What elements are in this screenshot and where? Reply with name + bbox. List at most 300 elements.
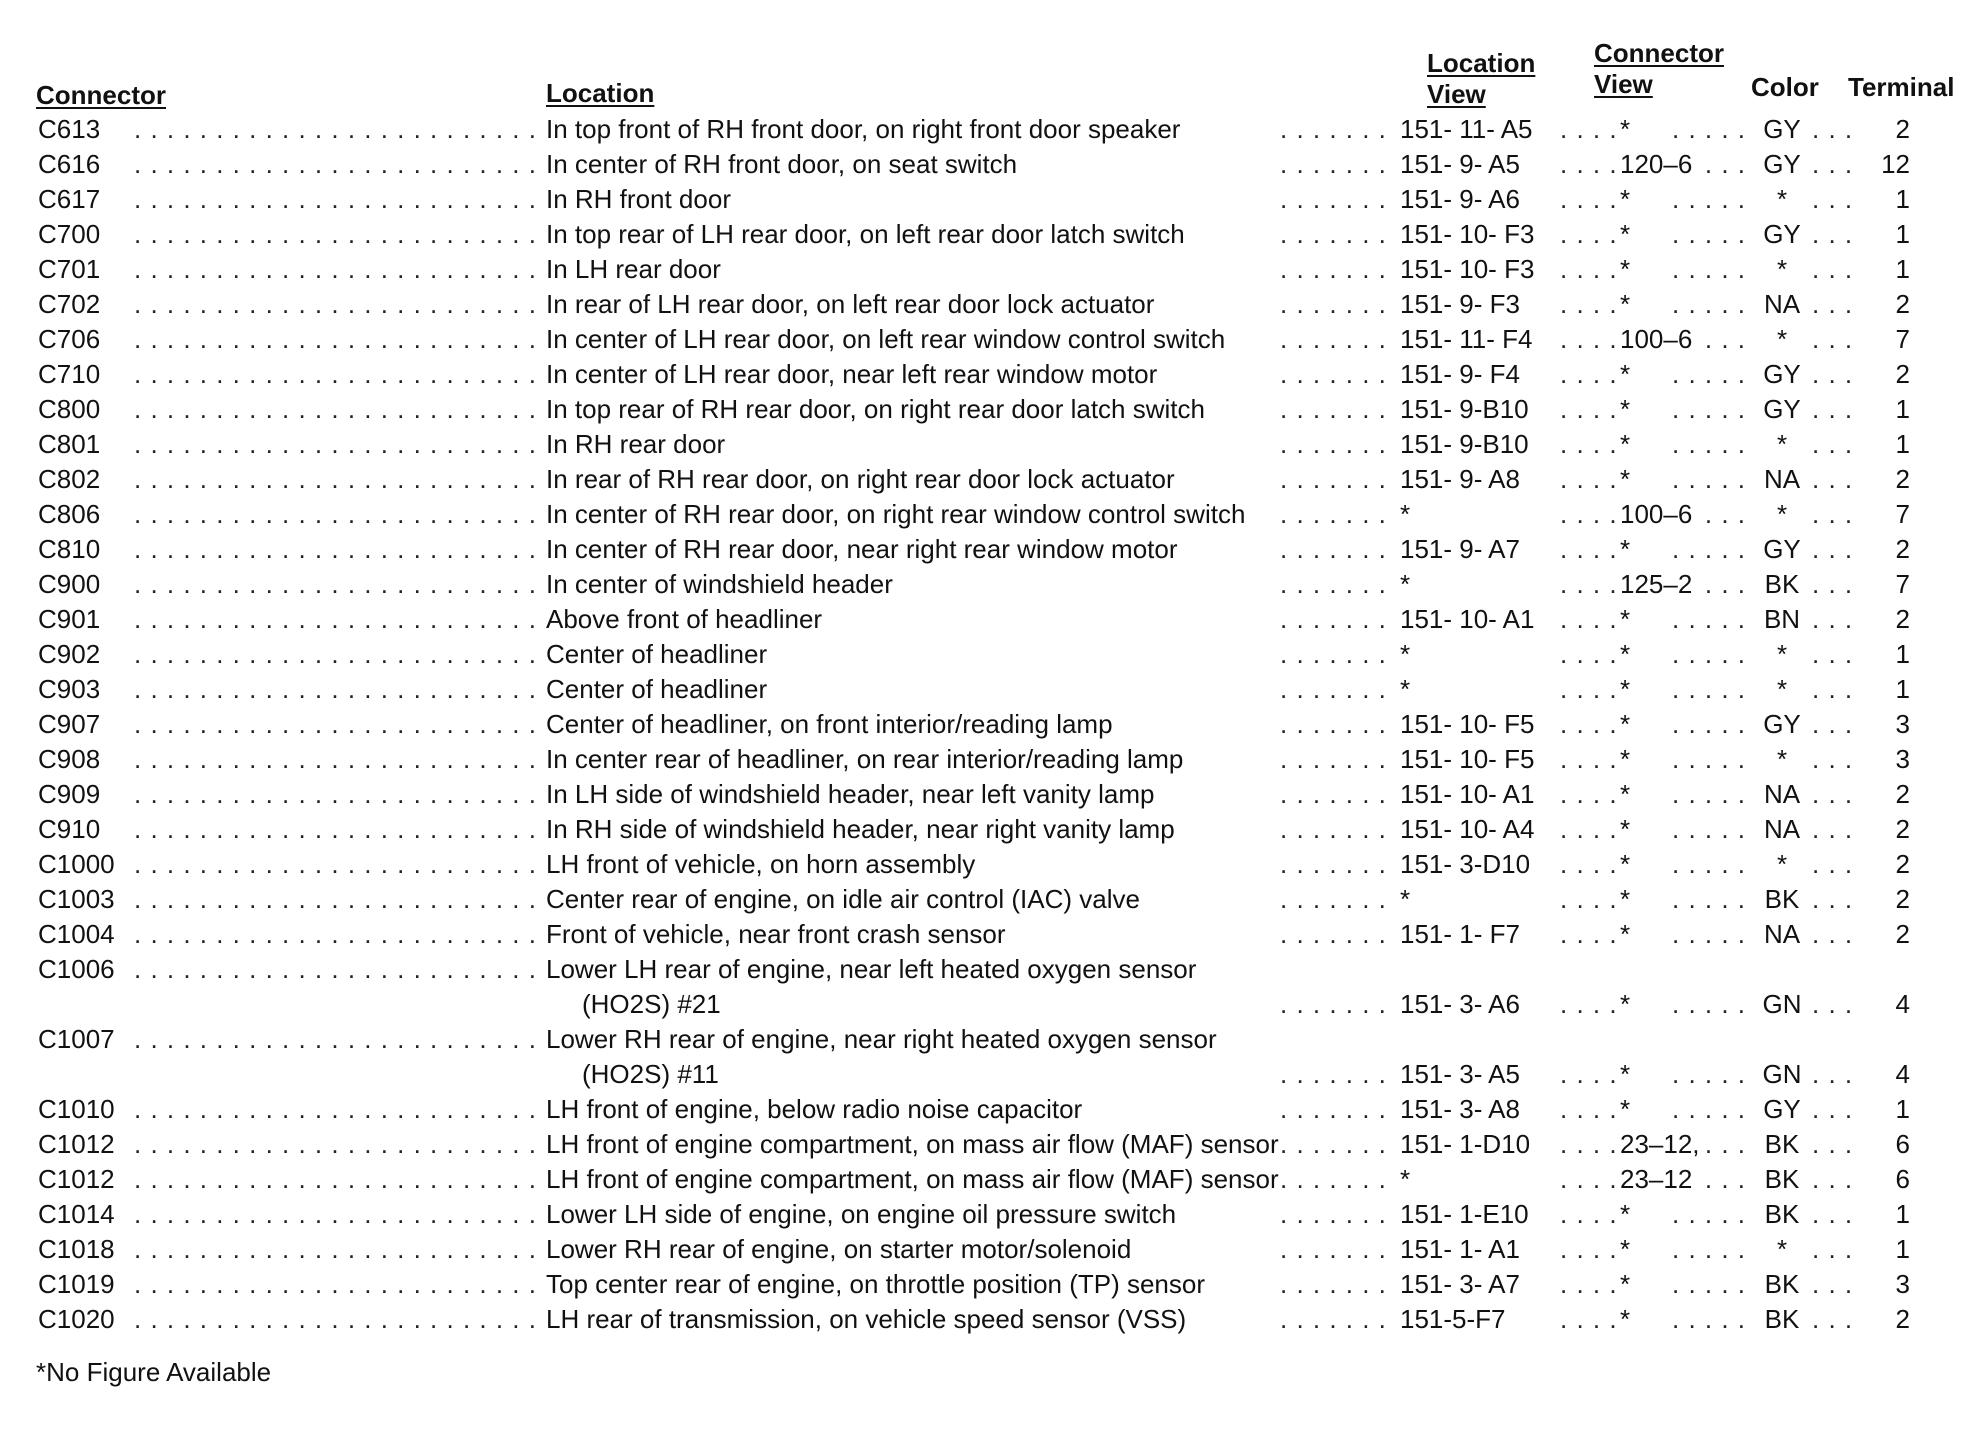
location-view-cell: 151- 10- F3 <box>1400 217 1540 252</box>
terminal-cell: 4 <box>1862 1057 1916 1092</box>
dot-leader <box>134 1092 538 1127</box>
dot-leader <box>1560 322 1616 357</box>
dot-leader <box>1672 847 1754 882</box>
dot-leader <box>1672 602 1754 637</box>
dot-leader <box>134 1127 538 1162</box>
dot-leader <box>1812 847 1866 882</box>
dot-leader <box>1280 1197 1392 1232</box>
dot-leader <box>1672 532 1754 567</box>
dot-leader <box>134 672 538 707</box>
connector-cell: C617 <box>38 182 106 217</box>
dot-leader <box>1672 1057 1754 1092</box>
location-cell: In top rear of LH rear door, on left rear door latch switch <box>546 217 1191 252</box>
dot-leader <box>1280 147 1392 182</box>
terminal-cell: 2 <box>1862 847 1916 882</box>
dot-leader <box>1812 1267 1866 1302</box>
color-cell: * <box>1757 427 1813 462</box>
table-row <box>0 322 1984 357</box>
dot-leader <box>134 742 538 777</box>
table-row <box>0 182 1984 217</box>
dot-leader <box>134 707 538 742</box>
terminal-cell: 7 <box>1862 322 1916 357</box>
dot-leader <box>1280 567 1392 602</box>
location-view-cell: 151- 9-B10 <box>1400 392 1535 427</box>
table-row <box>0 882 1984 917</box>
dot-leader <box>134 1197 538 1232</box>
dot-leader <box>1672 462 1754 497</box>
location-view-cell: 151- 9- A8 <box>1400 462 1526 497</box>
dot-leader <box>1812 147 1866 182</box>
color-cell: * <box>1757 637 1813 672</box>
dot-leader <box>1812 672 1866 707</box>
dot-leader <box>1280 1127 1392 1162</box>
location-cell: In center of LH rear door, on left rear window control switch <box>546 322 1231 357</box>
dot-leader <box>1812 882 1866 917</box>
connector-view-cell: * <box>1620 1057 1636 1092</box>
table-row <box>0 602 1984 637</box>
dot-leader <box>1560 777 1616 812</box>
location-view-cell: * <box>1400 882 1416 917</box>
location-view-cell: 151- 9-B10 <box>1400 427 1535 462</box>
terminal-cell: 6 <box>1862 1162 1916 1197</box>
dot-leader <box>1280 917 1392 952</box>
header-terminal: Terminal <box>1848 72 1955 102</box>
terminal-cell: 3 <box>1862 1267 1916 1302</box>
color-cell: NA <box>1757 812 1813 847</box>
terminal-cell: 7 <box>1862 497 1916 532</box>
color-cell: GN <box>1757 987 1813 1022</box>
dot-leader <box>1812 987 1866 1022</box>
connector-cell: C902 <box>38 637 106 672</box>
connector-view-cell: * <box>1620 182 1636 217</box>
location-cell: In center of RH rear door, near right rear window motor <box>546 532 1184 567</box>
dot-leader <box>134 777 538 812</box>
color-cell: * <box>1757 847 1813 882</box>
location-cell: Above front of headliner <box>546 602 828 637</box>
location-cell: Lower LH side of engine, on engine oil pressure switch <box>546 1197 1182 1232</box>
location-cell: In RH front door <box>546 182 737 217</box>
terminal-cell: 1 <box>1862 1092 1916 1127</box>
dot-leader <box>1672 217 1754 252</box>
dot-leader <box>134 392 538 427</box>
terminal-cell: 2 <box>1862 287 1916 322</box>
table-row <box>0 1092 1984 1127</box>
table-row <box>0 392 1984 427</box>
connector-cell: C802 <box>38 462 106 497</box>
location-cell: Lower LH rear of engine, near left heated oxygen sensor <box>546 952 1202 987</box>
terminal-cell: 2 <box>1862 812 1916 847</box>
dot-leader <box>1672 1197 1754 1232</box>
color-cell: GY <box>1757 1092 1813 1127</box>
dot-leader <box>134 322 538 357</box>
connector-cell: C901 <box>38 602 106 637</box>
terminal-cell: 2 <box>1862 917 1916 952</box>
connector-cell: C702 <box>38 287 106 322</box>
location-view-cell: * <box>1400 672 1416 707</box>
color-cell: BK <box>1757 1267 1813 1302</box>
dot-leader <box>1812 287 1866 322</box>
dot-leader <box>1672 357 1754 392</box>
location-cell: In center of RH rear door, on right rear window control switch <box>546 497 1251 532</box>
dot-leader <box>1560 217 1616 252</box>
dot-leader <box>1280 1057 1392 1092</box>
dot-leader <box>1280 462 1392 497</box>
connector-view-cell: * <box>1620 252 1636 287</box>
dot-leader <box>1672 287 1754 322</box>
connector-view-cell: * <box>1620 1302 1636 1337</box>
table-row <box>0 147 1984 182</box>
dot-leader <box>134 182 538 217</box>
location-cell: In top rear of RH rear door, on right rear door latch switch <box>546 392 1211 427</box>
dot-leader <box>1812 532 1866 567</box>
terminal-cell: 1 <box>1862 637 1916 672</box>
location-cell: Lower RH rear of engine, near right heated oxygen sensor <box>546 1022 1223 1057</box>
dot-leader <box>134 217 538 252</box>
location-continuation-cell: (HO2S) #11 <box>582 1057 725 1092</box>
dot-leader <box>1280 497 1392 532</box>
dot-leader <box>1812 182 1866 217</box>
dot-leader <box>1280 252 1392 287</box>
dot-leader <box>134 917 538 952</box>
dot-leader <box>1672 182 1754 217</box>
header-connector-view: Connector View <box>1594 38 1724 99</box>
dot-leader <box>1672 637 1754 672</box>
location-cell: In LH rear door <box>546 252 727 287</box>
table-row <box>0 742 1984 777</box>
location-cell: In center of LH rear door, near left rear window motor <box>546 357 1163 392</box>
dot-leader <box>1672 917 1754 952</box>
location-view-cell: 151- 1- F7 <box>1400 917 1526 952</box>
location-view-cell: 151- 1-D10 <box>1400 1127 1536 1162</box>
location-view-cell: 151- 9- A5 <box>1400 147 1526 182</box>
connector-view-cell: * <box>1620 1092 1636 1127</box>
dot-leader <box>1280 1232 1392 1267</box>
dot-leader <box>1280 182 1392 217</box>
dot-leader <box>1280 847 1392 882</box>
dot-leader <box>1560 847 1616 882</box>
dot-leader <box>1812 497 1866 532</box>
location-view-cell: 151- 3- A5 <box>1400 1057 1526 1092</box>
location-cell: Center of headliner <box>546 637 773 672</box>
terminal-cell: 3 <box>1862 707 1916 742</box>
dot-leader <box>134 462 538 497</box>
connector-cell: C801 <box>38 427 106 462</box>
dot-leader <box>1560 987 1616 1022</box>
dot-leader <box>1560 357 1616 392</box>
location-cell: In RH side of windshield header, near right vanity lamp <box>546 812 1181 847</box>
connector-view-cell: * <box>1620 917 1636 952</box>
dot-leader <box>1560 1057 1616 1092</box>
table-row <box>0 1267 1984 1302</box>
dot-leader <box>1812 637 1866 672</box>
connector-cell: C1010 <box>38 1092 121 1127</box>
dot-leader <box>1672 112 1754 147</box>
table-row <box>0 777 1984 812</box>
dot-leader <box>1560 672 1616 707</box>
dot-leader <box>1812 742 1866 777</box>
dot-leader <box>1280 1267 1392 1302</box>
table-row <box>0 217 1984 252</box>
terminal-cell: 1 <box>1862 182 1916 217</box>
dot-leader <box>1280 707 1392 742</box>
connector-cell: C1003 <box>38 882 121 917</box>
location-cell: In LH side of windshield header, near left vanity lamp <box>546 777 1160 812</box>
location-view-cell: * <box>1400 497 1416 532</box>
dot-leader <box>1672 1267 1754 1302</box>
location-cell: Top center rear of engine, on throttle position (TP) sensor <box>546 1267 1211 1302</box>
dot-leader <box>134 602 538 637</box>
dot-leader <box>1560 1092 1616 1127</box>
table-row <box>0 1302 1984 1337</box>
dot-leader <box>1672 1302 1754 1337</box>
table-row <box>0 252 1984 287</box>
table-row <box>0 1127 1984 1162</box>
connector-cell: C706 <box>38 322 106 357</box>
header-location: Location <box>546 78 655 108</box>
connector-cell: C1006 <box>38 952 121 987</box>
connector-view-cell: * <box>1620 427 1636 462</box>
dot-leader <box>134 427 538 462</box>
dot-leader <box>1560 707 1616 742</box>
location-view-cell: 151- 3-D10 <box>1400 847 1536 882</box>
color-cell: NA <box>1757 917 1813 952</box>
terminal-cell: 1 <box>1862 252 1916 287</box>
dot-leader <box>1812 427 1866 462</box>
connector-view-cell: * <box>1620 1232 1636 1267</box>
dot-leader <box>134 882 538 917</box>
location-cell: In center of windshield header <box>546 567 899 602</box>
dot-leader <box>1560 1162 1616 1197</box>
location-view-cell: * <box>1400 567 1416 602</box>
table-row <box>0 427 1984 462</box>
location-cell: In rear of RH rear door, on right rear door lock actuator <box>546 462 1181 497</box>
dot-leader <box>1672 392 1754 427</box>
connector-view-cell: * <box>1620 882 1636 917</box>
location-view-cell: 151- 10- F5 <box>1400 707 1540 742</box>
connector-cell: C1020 <box>38 1302 121 1337</box>
dot-leader <box>1812 217 1866 252</box>
color-cell: GY <box>1757 112 1813 147</box>
dot-leader <box>1672 742 1754 777</box>
connector-cell: C1012 <box>38 1127 121 1162</box>
connector-cell: C908 <box>38 742 106 777</box>
connector-view-cell: * <box>1620 112 1636 147</box>
location-cell: LH front of engine, below radio noise capacitor <box>546 1092 1088 1127</box>
location-view-cell: 151- 9- A7 <box>1400 532 1526 567</box>
dot-leader <box>1812 707 1866 742</box>
connector-cell: C1014 <box>38 1197 121 1232</box>
location-cell: Center of headliner, on front interior/reading lamp <box>546 707 1119 742</box>
location-cell: LH front of engine compartment, on mass air flow (MAF) sensor <box>546 1127 1285 1162</box>
dot-leader <box>1280 217 1392 252</box>
connector-cell: C800 <box>38 392 106 427</box>
terminal-cell: 1 <box>1862 392 1916 427</box>
connector-view-cell: * <box>1620 707 1636 742</box>
dot-leader <box>1280 777 1392 812</box>
footnote: *No Figure Available <box>36 1357 272 1387</box>
color-cell: NA <box>1757 287 1813 322</box>
dot-leader <box>1672 1232 1754 1267</box>
connector-cell: C700 <box>38 217 106 252</box>
dot-leader <box>134 112 538 147</box>
dot-leader <box>134 1232 538 1267</box>
dot-leader <box>1812 777 1866 812</box>
dot-leader <box>1560 392 1616 427</box>
dot-leader <box>134 532 538 567</box>
dot-leader <box>1812 252 1866 287</box>
location-view-cell: 151- 11- F4 <box>1400 322 1538 357</box>
dot-leader <box>1560 462 1616 497</box>
location-cell: Center of headliner <box>546 672 773 707</box>
table-row <box>0 707 1984 742</box>
dot-leader <box>1672 672 1754 707</box>
color-cell: * <box>1757 182 1813 217</box>
location-view-cell: 151- 9- F3 <box>1400 287 1526 322</box>
connector-view-cell: 100–6 <box>1620 497 1698 532</box>
terminal-cell: 2 <box>1862 1302 1916 1337</box>
dot-leader <box>1672 987 1754 1022</box>
table-row <box>0 497 1984 532</box>
color-cell: BK <box>1757 567 1813 602</box>
color-cell: GN <box>1757 1057 1813 1092</box>
connector-view-cell: * <box>1620 637 1636 672</box>
dot-leader <box>1280 392 1392 427</box>
color-cell: GY <box>1757 357 1813 392</box>
connector-view-cell: 23–12 <box>1620 1162 1698 1197</box>
dot-leader <box>134 1022 538 1057</box>
dot-leader <box>1812 1302 1866 1337</box>
location-view-cell: 151-5-F7 <box>1400 1302 1512 1337</box>
dot-leader <box>1812 567 1866 602</box>
dot-leader <box>1280 882 1392 917</box>
dot-leader <box>1560 1267 1616 1302</box>
connector-view-cell: * <box>1620 742 1636 777</box>
connector-cell: C616 <box>38 147 106 182</box>
dot-leader <box>134 1302 538 1337</box>
dot-leader <box>1812 1162 1866 1197</box>
header-connector: Connector <box>36 80 166 110</box>
connector-cell: C1019 <box>38 1267 121 1302</box>
dot-leader <box>1560 287 1616 322</box>
dot-leader <box>1812 1057 1866 1092</box>
table-row <box>0 847 1984 882</box>
dot-leader <box>134 1162 538 1197</box>
dot-leader <box>1560 182 1616 217</box>
dot-leader <box>134 847 538 882</box>
location-view-cell: 151- 10- A1 <box>1400 602 1540 637</box>
dot-leader <box>1560 602 1616 637</box>
dot-leader <box>1560 1197 1616 1232</box>
color-cell: * <box>1757 742 1813 777</box>
dot-leader <box>1280 1302 1392 1337</box>
dot-leader <box>1560 637 1616 672</box>
dot-leader <box>1280 1092 1392 1127</box>
connector-view-cell: * <box>1620 777 1636 812</box>
dot-leader <box>1560 742 1616 777</box>
color-cell: NA <box>1757 462 1813 497</box>
dot-leader <box>134 357 538 392</box>
terminal-cell: 2 <box>1862 882 1916 917</box>
terminal-cell: 4 <box>1862 987 1916 1022</box>
dot-leader <box>134 252 538 287</box>
terminal-cell: 2 <box>1862 462 1916 497</box>
connector-cell: C900 <box>38 567 106 602</box>
dot-leader <box>1280 532 1392 567</box>
connector-view-cell: * <box>1620 602 1636 637</box>
connector-view-cell: * <box>1620 847 1636 882</box>
location-view-cell: 151- 3- A7 <box>1400 1267 1526 1302</box>
dot-leader <box>1280 812 1392 847</box>
dot-leader <box>1672 777 1754 812</box>
dot-leader <box>1812 1092 1866 1127</box>
connector-cell: C613 <box>38 112 106 147</box>
connector-view-cell: * <box>1620 357 1636 392</box>
connector-view-cell: * <box>1620 1267 1636 1302</box>
color-cell: BK <box>1757 1127 1813 1162</box>
connector-cell: C1000 <box>38 847 121 882</box>
table-row <box>0 1162 1984 1197</box>
location-view-cell: 151- 10- F3 <box>1400 252 1540 287</box>
dot-leader <box>1812 1197 1866 1232</box>
location-cell: In top front of RH front door, on right front door speaker <box>546 112 1186 147</box>
table-row <box>0 672 1984 707</box>
dot-leader <box>1812 392 1866 427</box>
connector-view-cell: * <box>1620 217 1636 252</box>
table-row <box>0 1197 1984 1232</box>
dot-leader <box>1560 497 1616 532</box>
connector-view-cell: * <box>1620 532 1636 567</box>
dot-leader <box>1280 602 1392 637</box>
dot-leader <box>134 497 538 532</box>
color-cell: * <box>1757 497 1813 532</box>
location-continuation-cell: (HO2S) #21 <box>582 987 727 1022</box>
dot-leader <box>1672 882 1754 917</box>
location-view-cell: 151- 1- A1 <box>1400 1232 1526 1267</box>
color-cell: BK <box>1757 882 1813 917</box>
location-view-cell: 151- 3- A6 <box>1400 987 1526 1022</box>
header-location-view: Location View <box>1427 48 1536 109</box>
connector-view-cell: * <box>1620 1197 1636 1232</box>
location-cell: In center rear of headliner, on rear interior/reading lamp <box>546 742 1189 777</box>
dot-leader <box>1560 427 1616 462</box>
connector-view-cell: * <box>1620 287 1636 322</box>
dot-leader <box>134 147 538 182</box>
location-view-cell: 151- 3- A8 <box>1400 1092 1526 1127</box>
location-cell: LH front of vehicle, on horn assembly <box>546 847 981 882</box>
dot-leader <box>1672 812 1754 847</box>
connector-view-cell: 23–12, <box>1620 1127 1706 1162</box>
dot-leader <box>1672 427 1754 462</box>
dot-leader <box>1812 1127 1866 1162</box>
dot-leader <box>1560 532 1616 567</box>
color-cell: * <box>1757 252 1813 287</box>
color-cell: GY <box>1757 532 1813 567</box>
dot-leader <box>1812 462 1866 497</box>
table-row <box>0 812 1984 847</box>
location-cell: In RH rear door <box>546 427 731 462</box>
location-view-cell: * <box>1400 637 1416 672</box>
connector-cell: C909 <box>38 777 106 812</box>
location-view-cell: 151- 10- A1 <box>1400 777 1540 812</box>
connector-view-cell: * <box>1620 987 1636 1022</box>
connector-view-cell: * <box>1620 812 1636 847</box>
table-row <box>0 1022 1984 1092</box>
dot-leader <box>1280 287 1392 322</box>
connector-view-cell: 125–2 <box>1620 567 1698 602</box>
color-cell: GY <box>1757 147 1813 182</box>
connector-cell: C1018 <box>38 1232 121 1267</box>
connector-view-cell: * <box>1620 672 1636 707</box>
